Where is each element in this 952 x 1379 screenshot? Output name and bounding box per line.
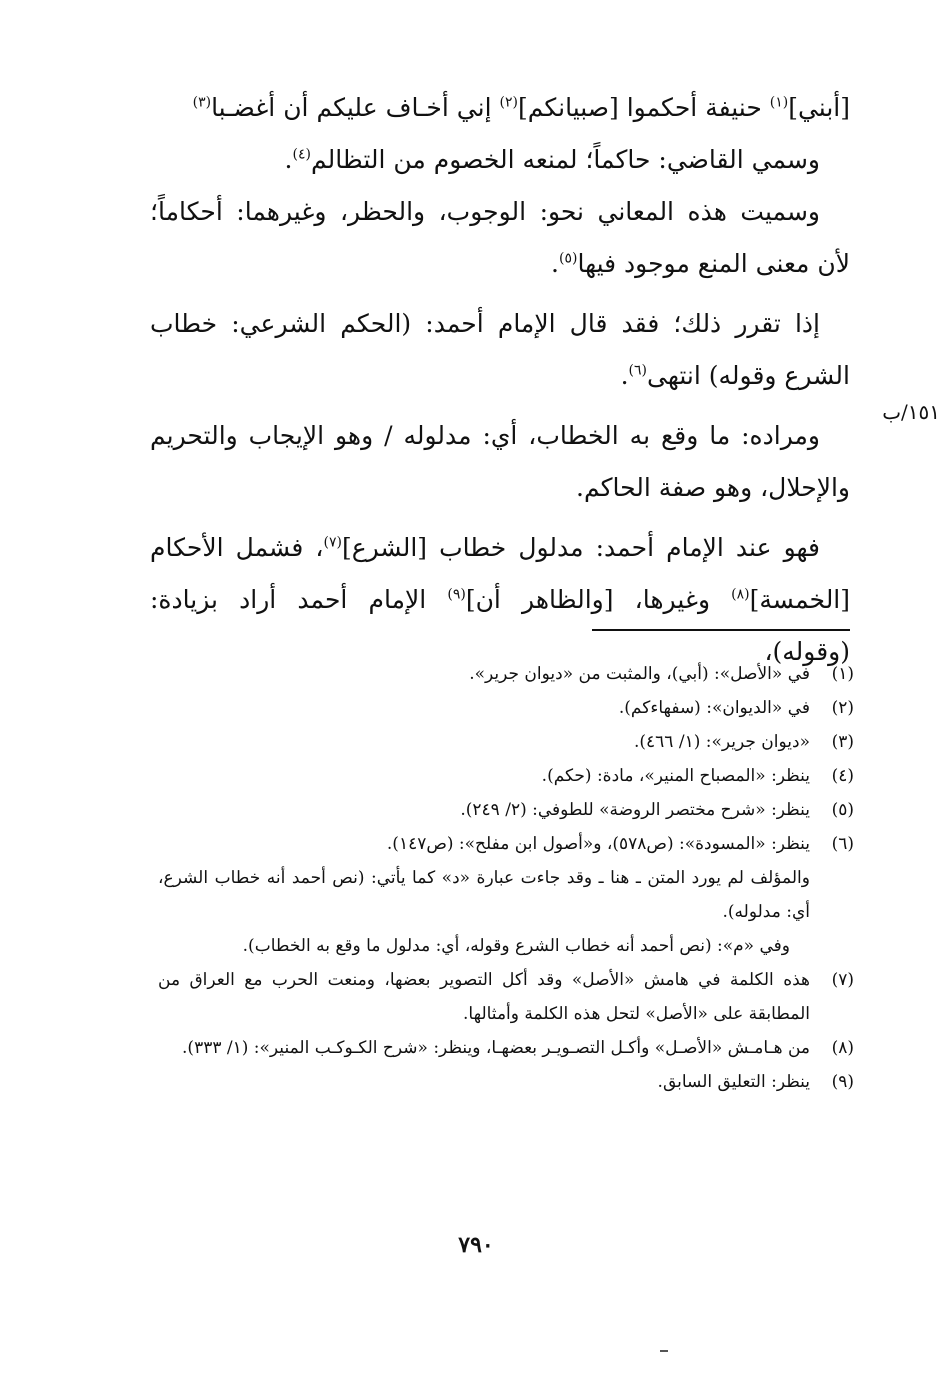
paragraph-end: . xyxy=(620,361,629,390)
paragraph-judge xyxy=(150,134,850,186)
footnote-ref: (٣) xyxy=(192,94,212,111)
paragraph-meaning xyxy=(150,410,850,514)
paragraph-imam-ahmad xyxy=(150,298,850,402)
footnote-text: ينظر: «المسودة»: (ص٥٧٨)، و«أصول ابن مفلح»: (ص١٤٧). xyxy=(386,834,810,854)
paragraph-end: . xyxy=(284,145,293,174)
footnote-ref: (٧) xyxy=(323,534,342,551)
manuscript-folio-note: ١٥١/ب xyxy=(882,400,940,424)
footnote-6 xyxy=(158,827,854,861)
paragraph-text: ، فشمل الأحكام [الخمسة] xyxy=(150,533,851,614)
footnote-6-continuation-2: وفي «م»: (نص أحمد أنه خطاب الشرع وقوله، أي: مدلول ما وقع به الخطاب). xyxy=(242,936,790,956)
verse-line xyxy=(150,82,850,134)
paragraph-text: ومراده: ما وقع به الخطاب، أي: مدلوله / وهو الإيجاب والتحريم والإحلال، وهو صفة الحاكم. xyxy=(150,421,850,502)
paragraph-text: وسمي القاضي: حاكماً؛ لمنعه الخصوم من التظالم xyxy=(310,145,820,174)
footnote-number: (٩) xyxy=(831,1072,854,1092)
footnote-5 xyxy=(158,793,854,827)
footnote-4 xyxy=(158,759,854,793)
verse-part: [أبني] xyxy=(788,93,850,122)
footnote-text: هذه الكلمة في هامش «الأصل» وقد أكل التصوير بعضها، ومنعت الحرب مع العراق من المطابقة على «الأصل» لتحل هذه الكلمة وأمثالها. xyxy=(158,970,810,1024)
paragraph-meanings xyxy=(150,186,850,290)
footnote-ref: (٤) xyxy=(292,146,311,163)
footnote-number: (٢) xyxy=(831,698,854,718)
footnote-number: (٤) xyxy=(831,766,854,786)
paragraph-text: وسميت هذه المعاني نحو: الوجوب، والحظر، وغيرهما: أحكاماً؛ لأن معنى المنع موجود فيها xyxy=(150,197,850,278)
paragraph-text: إذا تقرر ذلك؛ فقد قال الإمام أحمد: (الحكم الشرعي: خطاب الشرع وقوله) انتهى xyxy=(150,309,850,390)
footnote-divider xyxy=(592,629,850,631)
footnote-2 xyxy=(158,691,854,725)
footnote-number: (٧) xyxy=(831,970,854,990)
footnote-text: ينظر: «شرح مختصر الروضة» للطوفي: (٢/ ٢٤٩). xyxy=(460,800,810,820)
footnote-1 xyxy=(158,657,854,691)
footnote-number: (٥) xyxy=(831,800,854,820)
footnote-number: (١) xyxy=(831,664,854,684)
footnote-text: من هـامـش «الأصـل» وأكـل التصـويـر بعضهـا، وينظر: «شرح الكـوكـب المنير»: (١/ ٣٣٣). xyxy=(182,1038,810,1058)
paragraph-text: الإمام أحمد أراد بزيادة: (وقوله)، xyxy=(150,585,850,666)
footnote-ref: (١) xyxy=(769,94,789,111)
footnotes xyxy=(158,657,854,1099)
footnote-text: ينظر: التعليق السابق. xyxy=(657,1072,810,1092)
footnote-text: في «الأصل»: (أبي)، والمثبت من «ديوان جرير». xyxy=(469,664,810,684)
footnote-text: ينظر: «المصباح المنير»، مادة: (حكم). xyxy=(541,766,810,786)
footnote-ref: (٢) xyxy=(499,94,518,111)
paragraph-text: فهو عند الإمام أحمد: مدلول خطاب [الشرع] xyxy=(341,533,820,562)
footnote-text: في «الديوان»: (سفهاءكم). xyxy=(618,698,810,718)
footnote-number: (٣) xyxy=(831,732,854,752)
footnote-ref: (٥) xyxy=(558,250,578,267)
footnote-number: (٦) xyxy=(831,834,854,854)
footnote-8 xyxy=(158,1031,854,1065)
paragraph-ruling xyxy=(150,522,850,678)
footnote-ref: (٦) xyxy=(628,362,647,379)
footnote-9 xyxy=(158,1065,854,1099)
footnote-6-continuation: والمؤلف لم يورد المتن ـ هنا ـ وقد جاءت عبارة «د» كما يأتي: (نص أحمد أنه خطاب الشرع، أي: مدلوله). xyxy=(158,868,810,922)
scan-speck xyxy=(660,1350,668,1352)
main-text xyxy=(150,82,850,678)
page-number: ٧٩٠ xyxy=(458,1232,494,1258)
footnote-7 xyxy=(158,963,854,1031)
verse-part: حنيفة أحكموا [صبيانكم] xyxy=(517,93,770,122)
verse-part: إني أخـاف عليكم أن أغضـبا xyxy=(211,93,500,122)
footnote-ref: (٨) xyxy=(731,586,750,603)
footnote-3 xyxy=(158,725,854,759)
footnote-ref: (٩) xyxy=(447,586,466,603)
footnote-number: (٨) xyxy=(831,1038,854,1058)
paragraph-text: وغيرها، [والظاهر أن] xyxy=(465,585,732,614)
footnote-text: «ديوان جرير»: (١/ ٤٦٦). xyxy=(634,732,810,752)
paragraph-end: . xyxy=(551,249,559,278)
